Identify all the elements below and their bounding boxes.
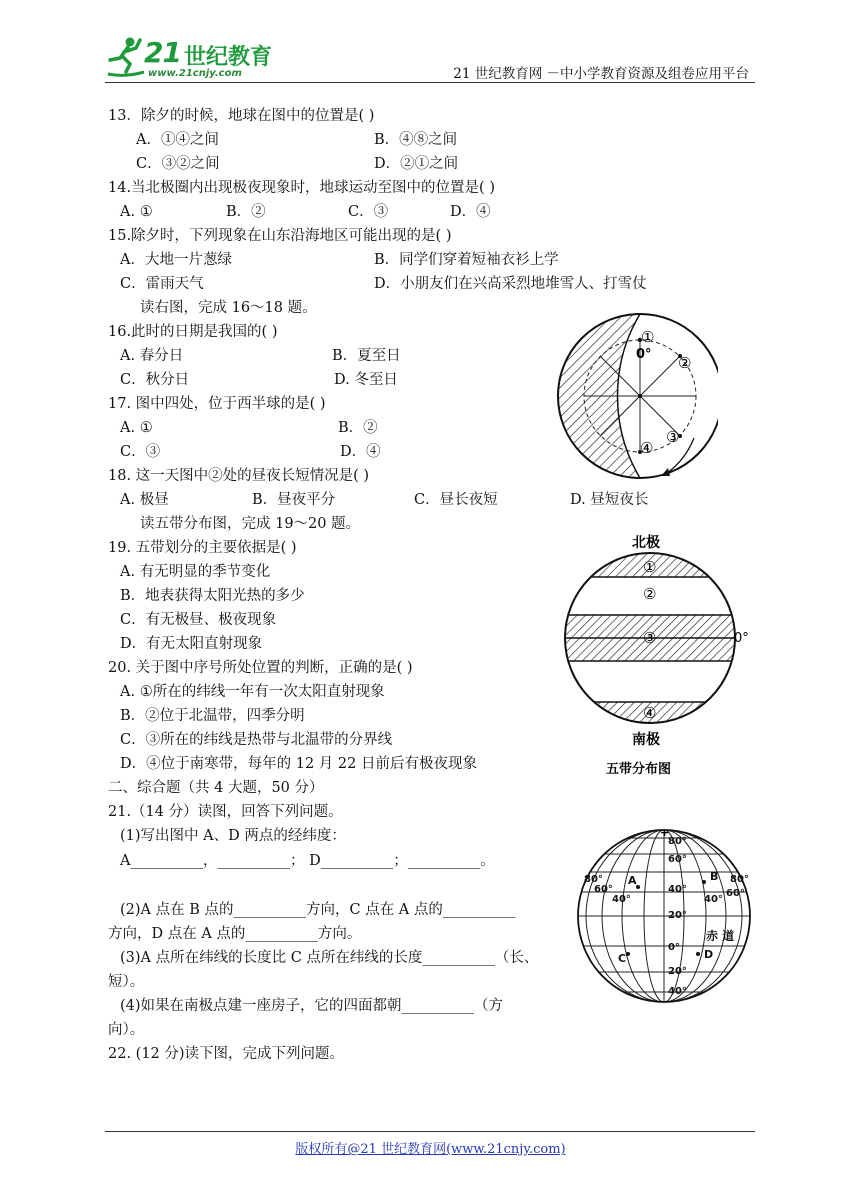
q16-option-a: A. 春分日 xyxy=(120,348,184,364)
q14-stem: 14.当北极圈内出现极夜现象时，地球运动至图中的位置是( ) xyxy=(108,180,495,196)
q15-option-b: B．同学们穿着短袖衣衫上学 xyxy=(374,252,559,268)
point-b-label: B xyxy=(710,870,719,883)
q16-option-c: C．秋分日 xyxy=(120,372,190,388)
fig1-label-1: ① xyxy=(641,328,655,346)
q13-option-d: D．②①之间 xyxy=(374,156,459,172)
q19-stem: 19. 五带划分的主要依据是( ) xyxy=(108,540,297,556)
right-lat-40: 40° xyxy=(704,894,723,905)
q14-option-a: A. ① xyxy=(120,204,153,220)
q13-option-c: C．③②之间 xyxy=(136,156,220,172)
zone-label-2: ② xyxy=(643,585,657,603)
footer-rule xyxy=(105,1131,755,1132)
logo-url: www.21cnjy.com xyxy=(148,68,242,79)
q13-option-b: B．④⑧之间 xyxy=(374,132,458,148)
equator-degree-label: 0° xyxy=(734,631,749,646)
left-lat-80: 80° xyxy=(584,874,603,885)
instruction-19-20: 读五带分布图，完成 19～20 题。 xyxy=(140,516,361,532)
instruction-16-18: 读右图，完成 16～18 题。 xyxy=(140,300,317,316)
q18-option-c: C．昼长夜短 xyxy=(414,492,498,508)
point-a-label: A xyxy=(628,874,637,887)
q17-stem: 17. 图中四处，位于西半球的是( ) xyxy=(108,396,326,412)
point-c-label: C xyxy=(618,952,627,965)
q21-part2-line2: 方向，D 点在 A 点的__________方向。 xyxy=(108,926,362,942)
zone-label-1: ① xyxy=(643,558,657,576)
header-rule xyxy=(105,82,755,83)
q21-part1: (1)写出图中 A、D 两点的经纬度： xyxy=(120,828,346,844)
q21-part4-line2: 向）。 xyxy=(108,1022,145,1038)
q17-option-b: B．② xyxy=(338,420,378,436)
q16-stem: 16.此时的日期是我国的( ) xyxy=(108,324,278,340)
q21-part2-line1: (2)A 点在 B 点的__________方向，C 点在 A 点的__________ xyxy=(120,902,516,918)
center-lat-n20: 20° xyxy=(668,910,687,921)
north-pole-label: 北极 xyxy=(632,535,660,551)
q13-stem: 13．除夕的时候，地球在图中的位置是( ) xyxy=(108,108,375,124)
center-lat-n60: 60° xyxy=(668,854,687,865)
q14-option-b: B．② xyxy=(226,204,266,220)
q13-option-a: A．①④之间 xyxy=(136,132,219,148)
site-logo xyxy=(104,34,284,82)
q18-option-d: D. 昼短夜长 xyxy=(570,492,649,508)
q20-stem: 20. 关于图中序号所处位置的判断，正确的是( ) xyxy=(108,660,413,676)
left-lat-60: 60° xyxy=(594,884,613,895)
equator-label: 赤 道 xyxy=(706,929,735,943)
fig2-caption: 五带分布图 xyxy=(606,762,672,777)
fig1-label-4: ④ xyxy=(640,439,654,457)
q15-option-d: D．小朋友们在兴高采烈地堆雪人、打雪仗 xyxy=(374,276,647,292)
q17-option-d: D．④ xyxy=(340,444,381,460)
point-d-label: D xyxy=(704,948,714,961)
q18-option-b: B．昼夜平分 xyxy=(252,492,336,508)
zone-label-3: ③ xyxy=(643,629,657,647)
fig1-label-2: ② xyxy=(678,354,692,372)
north-pole-marker: + xyxy=(660,826,670,839)
q17-option-c: C．③ xyxy=(120,444,161,460)
center-lat-s20: 20° xyxy=(668,966,687,977)
q19-option-c: C．有无极昼、极夜现象 xyxy=(120,612,277,628)
south-pole-label: 南极 xyxy=(632,732,660,748)
center-lat-s40: 40° xyxy=(668,986,687,997)
q20-option-c: C．③所在的纬线是热带与北温带的分界线 xyxy=(120,732,393,748)
q14-option-c: C．③ xyxy=(348,204,389,220)
q21-part3-line2: 短）。 xyxy=(108,974,145,990)
center-lat-n40: 40° xyxy=(668,884,687,895)
five-zones-figure xyxy=(560,530,760,780)
header-site-name: 21 世纪教育网 －中小学教育资源及组卷应用平台 xyxy=(453,66,749,82)
right-lat-60: 60° xyxy=(726,888,745,899)
q15-stem: 15.除夕时，下列现象在山东沿海地区可能出现的是( ) xyxy=(108,228,452,244)
q19-option-a: A. 有无明显的季节变化 xyxy=(120,564,271,580)
graticule-globe-figure xyxy=(576,826,756,1006)
q18-stem: 18. 这一天图中②处的昼夜长短情况是( ) xyxy=(108,468,370,484)
q20-option-d: D．④位于南寒带，每年的 12 月 22 日前后有极夜现象 xyxy=(120,756,477,772)
left-lat-40: 40° xyxy=(612,894,631,905)
q22-stem: 22. (12 分)读下图，完成下列问题。 xyxy=(108,1046,345,1062)
q16-option-b: B．夏至日 xyxy=(332,348,401,364)
footer-copyright-link[interactable]: 版权所有@21 世纪教育网(www.21cnjy.com) xyxy=(295,1142,566,1157)
q21-part1-blanks: A__________，__________； D__________；__________。 xyxy=(120,853,495,869)
right-lat-80: 80° xyxy=(730,874,749,885)
runner-icon xyxy=(104,34,146,80)
q21-part4-line1: (4)如果在南极点建一座房子，它的四面都朝__________（方 xyxy=(120,998,504,1014)
q20-option-b: B．②位于北温带，四季分明 xyxy=(120,708,305,724)
q20-option-a: A. ①所在的纬线一年有一次太阳直射现象 xyxy=(120,684,385,700)
fig1-label-3: ③ xyxy=(666,428,680,446)
q14-option-d: D．④ xyxy=(450,204,491,220)
center-lat-n80: 80° xyxy=(668,836,687,847)
logo-text: 世纪教育 xyxy=(184,45,273,70)
center-lat-0: 0° xyxy=(668,942,680,953)
q21-part3-line1: (3)A 点所在纬线的长度比 C 点所在纬线的长度__________（长、 xyxy=(120,950,539,966)
day-night-globe-figure xyxy=(548,310,718,480)
fig1-label-0deg: 0° xyxy=(636,347,652,362)
logo-number: 21 xyxy=(144,36,181,69)
q15-option-a: A．大地一片葱绿 xyxy=(120,252,232,268)
q16-option-d: D. 冬至日 xyxy=(334,372,398,388)
section-two-heading: 二、综合题（共 4 大题，50 分） xyxy=(108,780,324,796)
q18-option-a: A. 极昼 xyxy=(120,492,169,508)
q17-option-a: A. ① xyxy=(120,420,153,436)
q21-stem: 21.（14 分）读图，回答下列问题。 xyxy=(108,804,343,820)
zone-label-4: ④ xyxy=(643,704,657,722)
q19-option-d: D．有无太阳直射现象 xyxy=(120,636,263,652)
q19-option-b: B．地表获得太阳光热的多少 xyxy=(120,588,305,604)
q15-option-c: C．雷雨天气 xyxy=(120,276,204,292)
